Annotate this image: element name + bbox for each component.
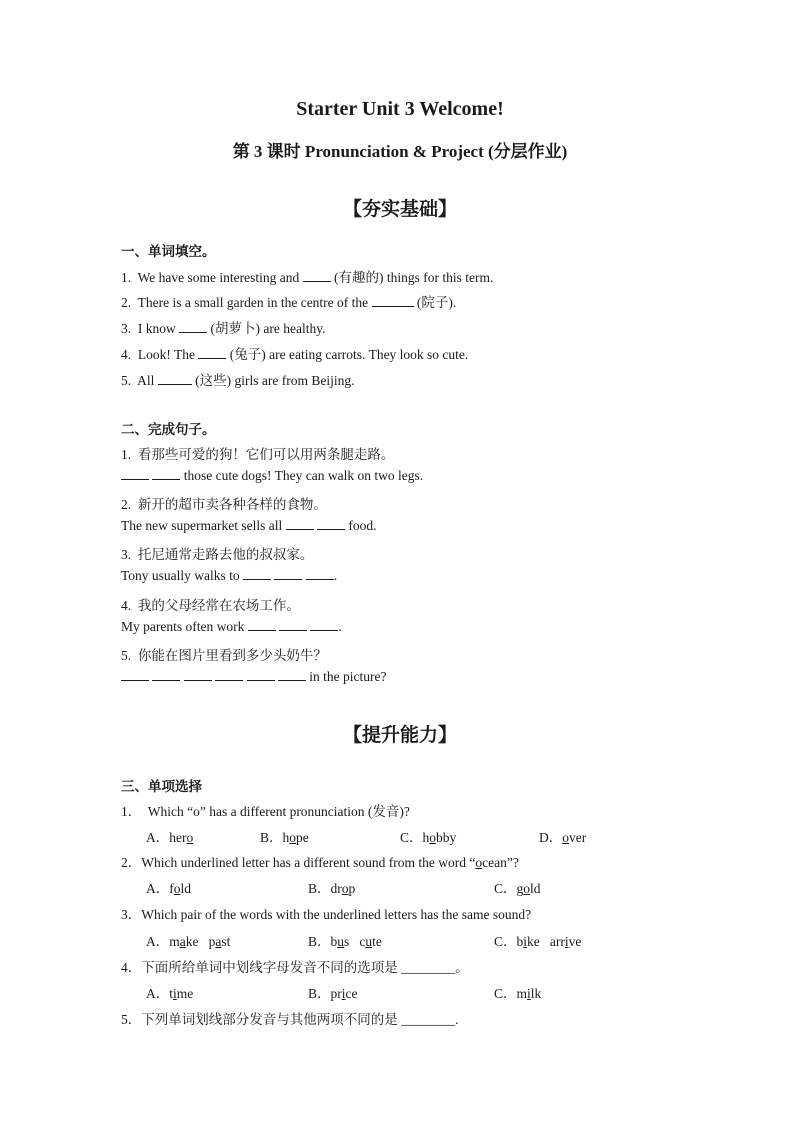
section-heading-improve: 【提升能力】 bbox=[342, 724, 457, 746]
sentence-en: those cute dogs! They can walk on two legs. bbox=[121, 468, 423, 484]
option-b: B．bus cute bbox=[308, 934, 382, 949]
page-subtitle: 第 3 课时 Pronunciation & Project (分层作业) bbox=[232, 142, 568, 161]
sentence-cn: 3. 托尼通常走路去他的叔叔家。 bbox=[121, 547, 314, 562]
option-b: B．drop bbox=[308, 881, 356, 896]
question-2: 2．Which underlined letter has a different sound from the word “ocean”? bbox=[121, 855, 519, 870]
sentence-en: Tony usually walks to . bbox=[121, 568, 338, 583]
option-a: A．make past bbox=[146, 934, 231, 949]
sentence-cn: 1. 看那些可爱的狗！它们可以用两条腿走路。 bbox=[121, 447, 395, 462]
fill-item: 5. All (这些) girls are from Beijing. bbox=[121, 373, 355, 388]
sentence-en: The new supermarket sells all food. bbox=[121, 518, 377, 533]
sentence-cn: 5. 你能在图片里看到多少头奶牛？ bbox=[121, 648, 327, 663]
question-4: 4．下面所给单词中划线字母发音不同的选项是 ________。 bbox=[121, 960, 469, 975]
option-c: C．gold bbox=[494, 881, 541, 896]
fill-item: 4. Look! The (兔子) are eating carrots. They look so cute. bbox=[121, 347, 469, 362]
option-a: A．time bbox=[146, 986, 194, 1001]
option-c: C．hobby bbox=[400, 830, 457, 845]
question-5: 5．下列单词划线部分发音与其他两项不同的是 ________. bbox=[121, 1012, 459, 1027]
part2-title: 二、完成句子。 bbox=[121, 422, 216, 438]
option-b: B．price bbox=[308, 986, 358, 1001]
section-heading-basics: 【夯实基础】 bbox=[342, 198, 457, 220]
sentence-cn: 4. 我的父母经常在农场工作。 bbox=[121, 598, 300, 613]
page-title: Starter Unit 3 Welcome! bbox=[296, 98, 504, 120]
sentence-cn: 2. 新开的超市卖各种各样的食物。 bbox=[121, 497, 327, 512]
option-b: B．hope bbox=[260, 830, 309, 845]
sentence-en: My parents often work . bbox=[121, 619, 342, 634]
fill-item: 1. We have some interesting and (有趣的) things for this term. bbox=[121, 270, 494, 285]
option-a: A．fold bbox=[146, 881, 192, 896]
option-c: C．bike arrive bbox=[494, 934, 582, 949]
question-1: 1． Which “o” has a different pronunciation (发音)? bbox=[121, 804, 410, 819]
fill-item: 3. I know (胡萝卜) are healthy. bbox=[121, 321, 326, 336]
sentence-en: in the picture? bbox=[121, 669, 386, 685]
part3-title: 三、单项选择 bbox=[121, 779, 202, 795]
part1-title: 一、单词填空。 bbox=[121, 244, 216, 260]
option-a: A．hero bbox=[146, 830, 194, 845]
option-c: C．milk bbox=[494, 986, 542, 1001]
question-3: 3．Which pair of the words with the underlined letters has the same sound? bbox=[121, 907, 532, 922]
fill-item: 2. There is a small garden in the centre of the (院子). bbox=[121, 295, 457, 310]
option-d: D．over bbox=[539, 830, 587, 845]
